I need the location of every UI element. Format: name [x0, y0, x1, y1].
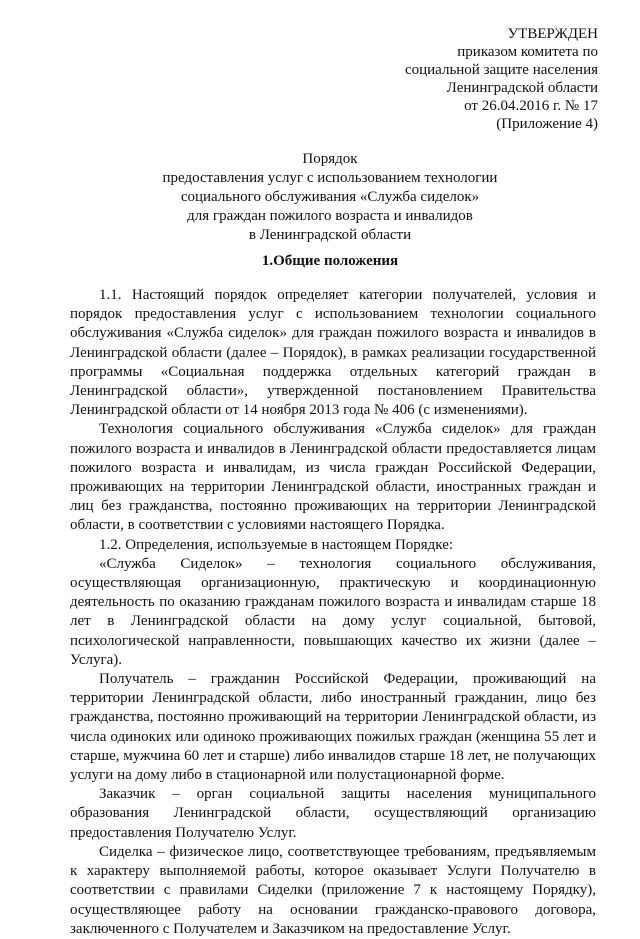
approval-line: Ленинградской области [446, 80, 598, 96]
approval-line: (Приложение 4) [496, 116, 598, 132]
section-heading: 1.Общие положения [261, 253, 399, 269]
paragraph: Получатель – гражданин Российской Федерации, проживающий на территории Ленинградской области, либо иностранный гражданин, лицо без гражданства, постоянно проживающий на территории Ленинградской области, из числа одиноких или одиноко проживающих пожилых граждан (женщина 55 лет и старше, мужчина 60 лет и старше) либо инвалидов старше 18 лет, не получающих услуги на дому либо в стационарной или полустационарной форме. [70, 671, 596, 784]
title-line: социального обслуживания «Служба сиделок» [180, 189, 480, 205]
paragraph: Заказчик – орган социальной защиты населения муниципального образования Ленинградской области, осуществляющий организацию предоставления Получателю Услуг. [70, 786, 596, 841]
approval-stamp [405, 25, 598, 133]
paragraph: «Служба Сиделок» – технология социального обслуживания, осуществляющая организационную, практическую и координационную деятельность по оказанию гражданам пожилого возраста и инвалидам старше 18 лет в Ленинградской области на дому услуг социальной, бытовой, психологической направленности, повышающих качество их жизни (далее – Услуга). [70, 555, 596, 668]
paragraph: 1.1. Настоящий порядок определяет категории получателей, условия и порядок предоставления услуг с использованием технологии социального обслуживания «Служба сиделок» для граждан пожилого возраста и инвалидов в Ленинградской области (далее – Порядок), в рамках реализации государственной программы «Социальная поддержка отдельных категорий граждан в Ленинградской области», утвержденной постановлением Правительства Ленинградской области от 14 ноября 2013 года № 406 (с изменениями). [70, 287, 596, 419]
title-line: Порядок [302, 151, 358, 167]
paragraph: Сиделка – физическое лицо, соответствующее требованиям, предъявляемым к характеру выполняемой работы, которое оказывает Услуги Получателю в соответствии с правилами Сиделки (приложение 7 к настоящему Порядку), осуществляющее работу на основании гражданско-правового договора, заключенного с Получателем и Заказчиком на предоставление Услуг. [70, 843, 596, 937]
approval-line: приказом комитета по [457, 44, 598, 60]
approval-line: социальной защите населения [404, 62, 598, 78]
title-line: для граждан пожилого возраста и инвалидов [187, 208, 473, 224]
approval-line: УТВЕРЖДЕН [507, 26, 598, 42]
paragraph: Технология социального обслуживания «Служба сиделок» для граждан пожилого возраста и инвалидов в Ленинградской области предоставляется лицам пожилого возраста и инвалидам, из числа граждан Российской Федерации, проживающих на территории Ленинградской области, иностранных граждан и лиц без гражданства, постоянно проживающих на территории Ленинградской области, в соответствии с условиями настоящего Порядка. [70, 421, 596, 534]
document-body [70, 286, 596, 939]
approval-line: от 26.04.2016 г. № 17 [464, 98, 598, 114]
title-line: предоставления услуг с использованием технологии [162, 170, 498, 186]
paragraph: 1.2. Определения, используемые в настоящем Порядке: [99, 536, 454, 553]
document-title [60, 150, 600, 245]
title-line: в Ленинградской области [248, 227, 412, 243]
